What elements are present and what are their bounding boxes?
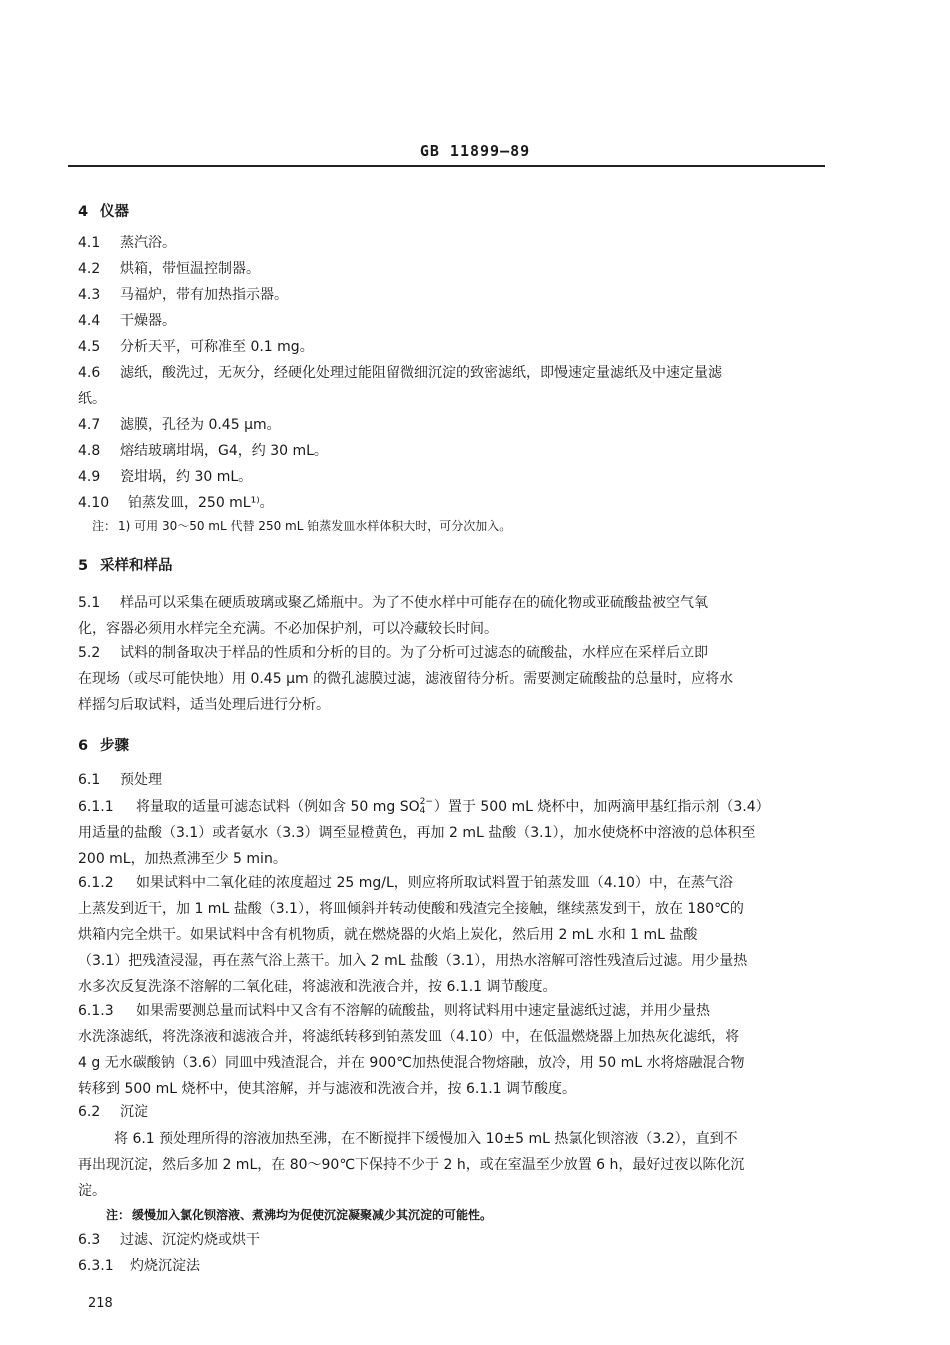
apparatus-item: [78, 233, 176, 253]
paragraph-number: 6.1.1: [78, 799, 114, 815]
item-number: 4.1: [78, 235, 101, 251]
paragraph-text: 如果需要测总量而试料中又含有不溶解的硫酸盐，则将试料用中速定量滤纸过滤，并用少量热: [136, 1003, 710, 1019]
subsection-number: 6.1: [78, 772, 101, 788]
apparatus-item: [78, 337, 314, 357]
paragraph-line: [78, 870, 828, 896]
subsection-title: 预处理: [120, 772, 162, 788]
paragraph-text: 样品可以采集在硬质玻璃或聚乙烯瓶中。为了不使水样中可能存在的硫化物或亚硫酸盐被空气氧: [120, 595, 708, 611]
apparatus-item-continuation: 纸。: [78, 391, 106, 407]
note-6-2: [106, 1206, 492, 1223]
paragraph-5-1: [78, 590, 828, 642]
item-text: 熔结玻璃坩埚，G4，约 30 mL。: [120, 443, 328, 459]
standard-header: GB 11899—89: [419, 142, 531, 160]
apparatus-item: [78, 259, 260, 279]
section-number: 6: [78, 738, 89, 754]
paragraph-6-1-1: [78, 794, 828, 872]
paragraph-number: 5.1: [78, 595, 101, 611]
item-number: 4.4: [78, 313, 101, 329]
paragraph-line: 将 6.1 预处理所得的溶液加热至沸，在不断搅拌下缓慢加入 10±5 mL 热氯化钡溶液（3.2），直到不: [114, 1131, 738, 1147]
paragraph-6-1-2: [78, 870, 828, 1000]
note-label: 注：: [92, 519, 117, 533]
apparatus-item: [78, 311, 176, 331]
paragraph-line: 200 mL，加热煮沸至少 5 min。: [78, 851, 287, 867]
paragraph-line: 4 g 无水碳酸钠（3.6）同皿中残渣混合，并在 900℃加热使混合物熔融，放冷，用 50 mL 水将熔融混合物: [78, 1055, 745, 1071]
note-text: 1) 可用 30～50 mL 代替 250 mL 铂蒸发皿水样体积大时，可分次加入。: [118, 519, 512, 533]
item-text: 马福炉，带有加热指示器。: [120, 287, 288, 303]
paragraph-5-2: [78, 640, 828, 718]
paragraph-line: 淀。: [78, 1183, 106, 1199]
subsection-6-1-heading: [78, 770, 162, 790]
paragraph-6-1-3: [78, 998, 828, 1102]
paragraph-line: 化，容器必须用水样完全充满。不必加保护剂，可以冷藏较长时间。: [78, 621, 498, 637]
paragraph-line: 烘箱内完全烘干。如果试料中含有机物质，就在燃烧器的火焰上炭化，然后用 2 mL 水和 1 mL 盐酸: [78, 927, 698, 943]
item-number: 4.10: [78, 495, 110, 511]
subsection-6-3-heading: [78, 1230, 260, 1250]
item-text: 蒸汽浴。: [120, 235, 176, 251]
subsection-number: 6.3.1: [78, 1258, 114, 1274]
section-4-heading: [78, 200, 129, 221]
section-6-heading: [78, 734, 129, 755]
paragraph-line: 上蒸发到近干，加 1 mL 盐酸（3.1），将皿倾斜并转动使酸和残渣完全接触，继续蒸发到干，放在 180℃的: [78, 901, 744, 917]
item-number: 4.3: [78, 287, 101, 303]
item-number: 4.5: [78, 339, 101, 355]
section-number: 4: [78, 204, 89, 220]
header-rule: [68, 165, 825, 167]
paragraph-line: 水洗涤滤纸，将洗涤液和滤液合并，将滤纸转移到铂蒸发皿（4.10）中，在低温燃烧器上加热灰化滤纸，将: [78, 1029, 740, 1045]
section-title: 仪器: [100, 204, 129, 220]
item-number: 4.7: [78, 417, 101, 433]
paragraph-line: 再出现沉淀，然后多加 2 mL，在 80～90℃下保持不少于 2 h，或在室温至少放置 6 h，最好过夜以陈化沉: [78, 1157, 745, 1173]
subsection-title: 灼烧沉淀法: [130, 1258, 200, 1274]
item-text: 干燥器。: [120, 313, 176, 329]
section-number: 5: [78, 558, 89, 574]
note-text: 缓慢加入氯化钡溶液、煮沸均为促使沉淀凝聚减少其沉淀的可能性。: [132, 1208, 493, 1222]
paragraph-line: [78, 998, 828, 1024]
apparatus-item: [78, 441, 328, 461]
paragraph-line: 水多次反复洗涤不溶解的二氧化硅，将滤液和洗液合并，按 6.1.1 调节酸度。: [78, 979, 557, 995]
item-number: 4.2: [78, 261, 101, 277]
paragraph-line: [78, 794, 828, 820]
paragraph-line: （3.1）把残渣浸湿，再在蒸气浴上蒸干。加入 2 mL 盐酸（3.1），用热水溶解可溶性残渣后过滤。用少量热: [78, 953, 748, 969]
item-text: 铂蒸发皿，250 mL¹⁾。: [128, 495, 274, 511]
subsection-6-3-1-heading: [78, 1256, 200, 1276]
paragraph-line: 转移到 500 mL 烧杯中，使其溶解，并与滤液和洗液合并，按 6.1.1 调节酸度。: [78, 1081, 577, 1097]
sulfate-ion-indices: [420, 798, 433, 816]
subsection-number: 6.3: [78, 1232, 101, 1248]
apparatus-item: [78, 493, 274, 513]
section-5-heading: [78, 554, 173, 575]
paragraph-6-2: [78, 1126, 828, 1204]
paragraph-text: 如果试料中二氧化硅的浓度超过 25 mg/L，则应将所取试料置于铂蒸发皿（4.10）中，在蒸气浴: [136, 875, 733, 891]
apparatus-item: [78, 285, 288, 305]
paragraph-number: 6.1.2: [78, 875, 114, 891]
paragraph-number: 6.1.3: [78, 1003, 114, 1019]
item-text: 烘箱，带恒温控制器。: [120, 261, 260, 277]
apparatus-item: [78, 415, 281, 435]
note-label: 注：: [106, 1208, 131, 1222]
apparatus-item: [78, 363, 722, 383]
item-text: 分析天平，可称准至 0.1 mg。: [120, 339, 314, 355]
subsection-number: 6.2: [78, 1104, 101, 1120]
page-number: 218: [88, 1296, 113, 1311]
item-number: 4.8: [78, 443, 101, 459]
paragraph-line: [78, 640, 828, 666]
paragraph-line: 样摇匀后取试料，适当处理后进行分析。: [78, 697, 330, 713]
section-title: 步骤: [100, 738, 129, 754]
paragraph-line: 用适量的盐酸（3.1）或者氨水（3.3）调至显橙黄色，再加 2 mL 盐酸（3.1），加水使烧杯中溶液的总体积至: [78, 825, 756, 841]
paragraph-text: 试料的制备取决于样品的性质和分析的目的。为了分析可过滤态的硫酸盐，水样应在采样后立即: [120, 645, 708, 661]
ion-charge: 2−: [419, 797, 433, 807]
paragraph-line: 在现场（或尽可能快地）用 0.45 μm 的微孔滤膜过滤，滤液留待分析。需要测定硫酸盐的总量时，应将水: [78, 671, 734, 687]
subsection-6-2-heading: [78, 1102, 148, 1122]
item-number: 4.6: [78, 365, 101, 381]
paragraph-line: [78, 590, 828, 616]
item-text: 瓷坩埚，约 30 mL。: [120, 469, 253, 485]
item-number: 4.9: [78, 469, 101, 485]
ion-subscript: 4: [419, 806, 426, 816]
item-text: 滤膜，孔径为 0.45 μm。: [120, 417, 281, 433]
subsection-title: 沉淀: [120, 1104, 148, 1120]
paragraph-text: 将量取的适量可滤态试料（例如含 50 mg SO: [136, 799, 420, 815]
paragraph-number: 5.2: [78, 645, 101, 661]
item-text: 滤纸，酸洗过，无灰分，经硬化处理过能阻留微细沉淀的致密滤纸，即慢速定量滤纸及中速定量滤: [120, 365, 722, 381]
footnote: [92, 517, 511, 534]
apparatus-item: [78, 467, 252, 487]
section-title: 采样和样品: [100, 558, 173, 574]
paragraph-text: ）置于 500 mL 烧杯中，加两滴甲基红指示剂（3.4）: [433, 799, 770, 815]
subsection-title: 过滤、沉淀灼烧或烘干: [120, 1232, 260, 1248]
